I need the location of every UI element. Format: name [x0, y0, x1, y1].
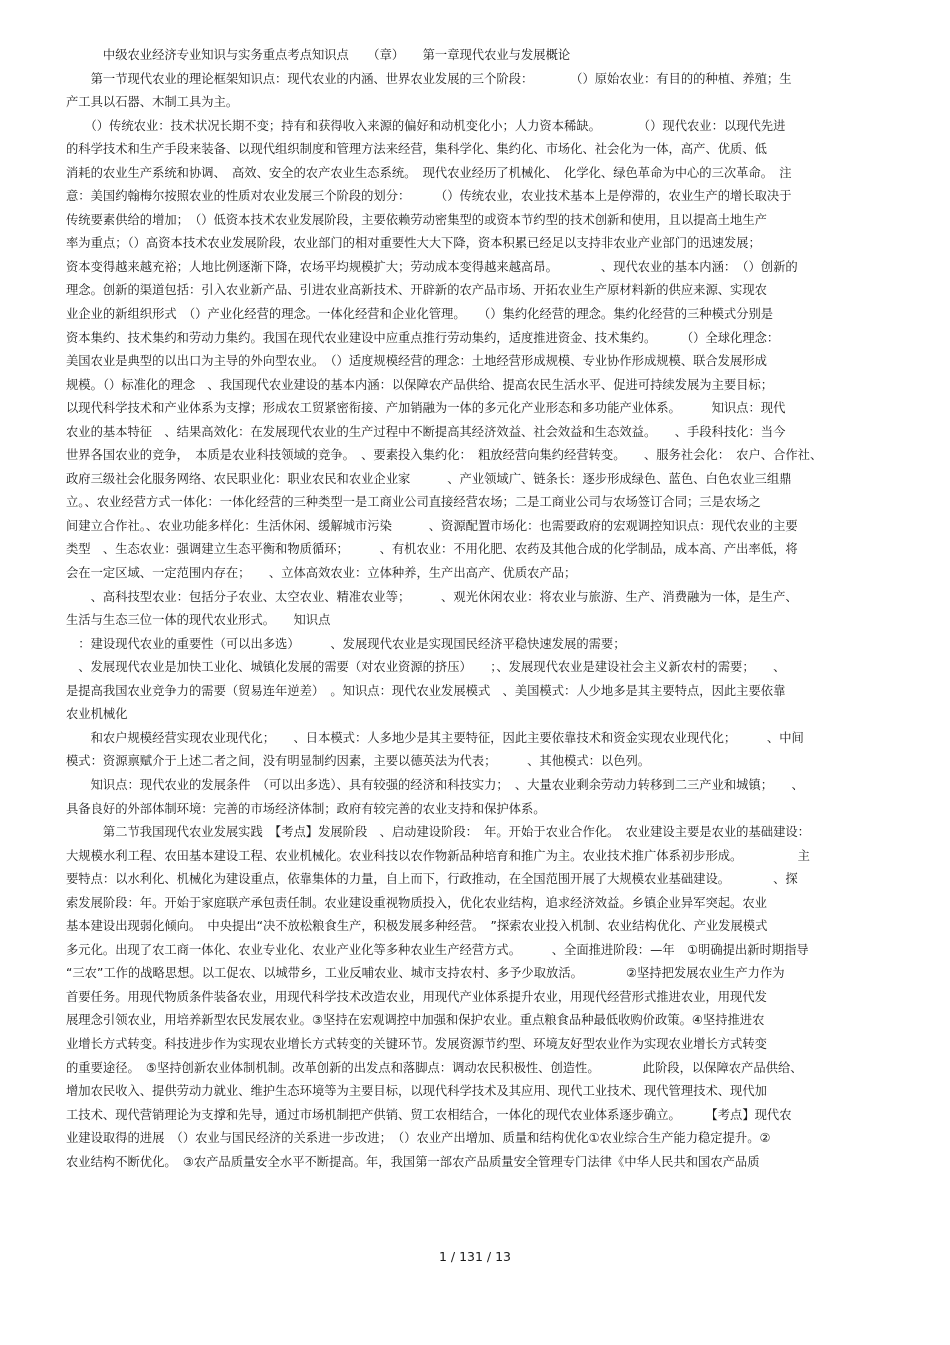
- text-line: 、发展现代农业是加快工业化、城镇化发展的需要（对农业资源的挤压） ；、发展现代农业是建设社会主义新农村的需要； 、: [66, 660, 786, 675]
- page-number: 1 / 131 / 13: [438, 1249, 512, 1264]
- text-line: “三农”工作的战略思想。以工促农、以城带乡，工业反哺农业、城市支持农村、多予少取放活。 ②坚持把发展农业生产力作为: [66, 966, 785, 981]
- text-line: 产工具以石器、木制工具为主。: [66, 95, 239, 110]
- text-line: 、高科技型农业：包括分子农业、太空农业、精准农业等； 、观光休闲农业：将农业与旅游、生产、消费融为一体，是生产、: [66, 589, 798, 604]
- text-line: 美国农业是典型的以出口为主导的外向型农业。 （）适度规模经营的理念：土地经营形成规模、专业协作形成规模、联合发展形成: [66, 354, 767, 369]
- text-line: 模式：资源禀赋介于上述二者之间，没有明显制约因素，主要以德英法为代表； 、其他模式：以色列。: [66, 754, 651, 769]
- text-line: 第一节现代农业的理论框架知识点：现代农业的内涵、世界农业发展的三个阶段： （）原始农业：有目的的种植、养殖；生: [66, 71, 792, 86]
- text-line: 资本集约、技术集约和劳动力集约。我国在现代农业建设中应重点推行劳动集约，适度推进资金、技术集约。 （）全球化理念：: [66, 330, 780, 345]
- text-line: 大规模水利工程、农田基本建设工程、农业机械化。农业科技以农作物新品种培育和推广为主。农业技术推广体系初步形成。 主: [66, 848, 810, 863]
- text-line: 和农户规模经营实现农业现代化； 、日本模式：人多地少是其主要特征，因此主要依靠技术和资金实现农业现代化； 、中间: [66, 730, 804, 745]
- text-line: 的重要途径。 ⑤坚持创新农业体制机制。改革创新的出发点和落脚点：调动农民积极性、创造性。 此阶段，以保障农产品供给、: [66, 1060, 803, 1075]
- text-line: 率为重点；（）高资本技术农业发展阶段，农业部门的相对重要性大大下降，资本积累已经足以支持非农业产业部门的迅速发展；: [66, 236, 761, 251]
- text-line: （）传统农业：技术状况长期不变；持有和获得收入来源的偏好和动机变化小；人力资本稀缺。 （）现代农业：以现代先进: [66, 118, 786, 133]
- text-line: 是提高我国农业竞争力的需要（贸易连年逆差） 。知识点：现代农业发展模式 、美国模式：人少地多是其主要特点，因此主要依靠: [66, 683, 786, 698]
- text-line: 以现代科学技术和产业体系为支撑；形成农工贸紧密衔接、产加销融为一体的多元化产业形态和多功能产业体系。 知识点：现代: [66, 401, 786, 416]
- text-line: 增加农民收入、提供劳动力就业、维护生态环境等为主要目标，以现代科学技术及其应用、现代工业技术、现代管理技术、现代加: [66, 1084, 767, 1099]
- text-line: ：建设现代农业的重要性（可以出多选） 、发展现代农业是实现国民经济平稳快速发展的需要；: [66, 636, 626, 651]
- text-line: 会在一定区域、一定范围内存在； 、立体高效农业：立体种养，生产出高产、优质农产品；: [66, 566, 577, 581]
- text-line: 多元化。出现了农工商一体化、农业专业化、农业产业化等多种农业生产经营方式。 、全面推进阶段：—年 ①明确提出新时期指导: [66, 942, 809, 957]
- text-line: 理念。创新的渠道包括：引入农业新产品、引进农业高新技术、开辟新的农产品市场、开拓农业生产原材料新的供应来源、实现农: [66, 283, 767, 298]
- text-line: 知识点：现代农业的发展条件 （可以出多选）、具有较强的经济和科技实力； 、大量农业剩余劳动力转移到二三产业和城镇； 、: [66, 777, 804, 792]
- text-line: 农业结构不断优化。 ③农产品质量安全水平不断提高。年，我国第一部农产品质量安全管理专门法律《中华人民共和国农产品质: [66, 1154, 760, 1169]
- text-line: 业建设取得的进展 （）农业与国民经济的关系进一步改进； （）农业产出增加、质量和结构优化①农业综合生产能力稳定提升。②: [66, 1131, 771, 1146]
- text-line: 具备良好的外部体制环境：完善的市场经济体制；政府有较完善的农业支持和保护体系。: [66, 801, 546, 816]
- text-line: 首要任务。用现代物质条件装备农业，用现代科学技术改造农业，用现代产业体系提升农业，用现代经营形式推进农业，用现代发: [66, 989, 767, 1004]
- text-line: 规模。（）标准化的理念 、我国现代农业建设的基本内涵：以保障农产品供给、提高农民生活水平、促进可持续发展为主要目标；: [66, 377, 774, 392]
- text-line: 展理念引领农业，用培养新型农民发展农业。③坚持在宏观调控中加强和保护农业。重点粮食品种最低收购价政策。④坚持推进农: [66, 1013, 765, 1028]
- text-line: 意：美国约翰梅尔按照农业的性质对农业发展三个阶段的划分： （）传统农业，农业技术基本上是停滞的，农业生产的增长取决于: [66, 189, 792, 204]
- text-line: 资本变得越来越充裕；人地比例逐渐下降，农场平均规模扩大；劳动成本变得越来越高昂。 、现代农业的基本内涵： （）创新的: [66, 259, 798, 274]
- text-line: 第二节我国现代农业发展实践 【考点】发展阶段 、启动建设阶段： 年。开始于农业合作化。 农业建设主要是农业的基础建设：: [66, 825, 810, 840]
- text-line: 索发展阶段：年。开始于家庭联产承包责任制。农业建设重视物质投入，优化农业结构，追求经济效益。乡镇企业异军突起。农业: [66, 895, 767, 910]
- text-line: 消耗的农业生产系统和协调、 高效、安全的农产农业生态系统。 现代农业经历了机械化、 化学化、绿色革命为中心的三次革命。 注: [66, 165, 792, 180]
- text-line: 中级农业经济专业知识与实务重点考点知识点 （章） 第一章现代农业与发展概论: [66, 48, 571, 62]
- text-line: 农业的基本特征 、结果高效化：在发展现代农业的生产过程中不断提高其经济效益、社会效益和生态效益。 、手段科技化：当今: [66, 424, 786, 439]
- text-line: 工技术、现代营销理论为支撑和先导，通过市场机制把产供销、贸工农相结合，一体化的现代农业体系逐步确立。 【考点】现代农: [66, 1107, 792, 1122]
- text-line: 传统要素供给的增加； （）低资本技术农业发展阶段，主要依赖劳动密集型的或资本节约型的技术创新和使用，且以提高土地生产: [66, 212, 767, 227]
- document-page: [66, 44, 888, 1174]
- text-line: 的科学技术和生产手段来装备、以现代组织制度和管理方法来经营，集科学化、集约化、市场化、社会化为一体，高产、优质、低: [66, 142, 767, 157]
- text-line: 世界各国农业的竞争， 本质是农业科技领域的竞争。 、要素投入集约化： 粗放经营向集约经营转变。 、服务社会化： 农户、合作社、: [66, 448, 823, 463]
- text-line: 基本建设出现弱化倾向。 中央提出“决不放松粮食生产，积极发展多种经营。 ”探索农业投入机制、农业结构优化、产业发展模式: [66, 919, 768, 934]
- text-line: 类型 、生态农业：强调建立生态平衡和物质循环； 、有机农业：不用化肥、农药及其他合成的化学制品，成本高、产出率低，将: [66, 542, 798, 557]
- text-line: 立。、农业经营方式一体化：一体化经营的三种类型一是工商业公司直接经营农场；二是工商业公司与农场签订合同；三是农场之: [66, 495, 761, 510]
- text-line: 业增长方式转变。科技进步作为实现农业增长方式转变的关键环节。发展资源节约型、环境友好型农业作为实现农业增长方式转变: [66, 1036, 767, 1051]
- text-line: 生活与生态三位一体的现代农业形式。 知识点: [66, 613, 331, 628]
- text-line: 间建立合作社。、农业功能多样化：生活休闲、缓解城市污染 、资源配置市场化：也需要政府的宏观调控知识点：现代农业的主要: [66, 518, 798, 533]
- text-line: 农业机械化: [66, 707, 128, 722]
- text-line: 业企业的新组织形式 （）产业化经营的理念。一体化经营和企业化管理。 （）集约化经营的理念。集约化经营的三种模式分别是: [66, 307, 774, 322]
- text-line: 政府三级社会化服务网络、农民职业化：职业农民和农业企业家 、产业领域广、链条长：逐步形成绿色、蓝色、白色农业三组鼎: [66, 471, 792, 486]
- text-line: 要特点：以水利化、机械化为建设重点，依靠集体的力量，自上而下，行政推动，在全国范围开展了大规模农业基础建设。 、探: [66, 872, 798, 887]
